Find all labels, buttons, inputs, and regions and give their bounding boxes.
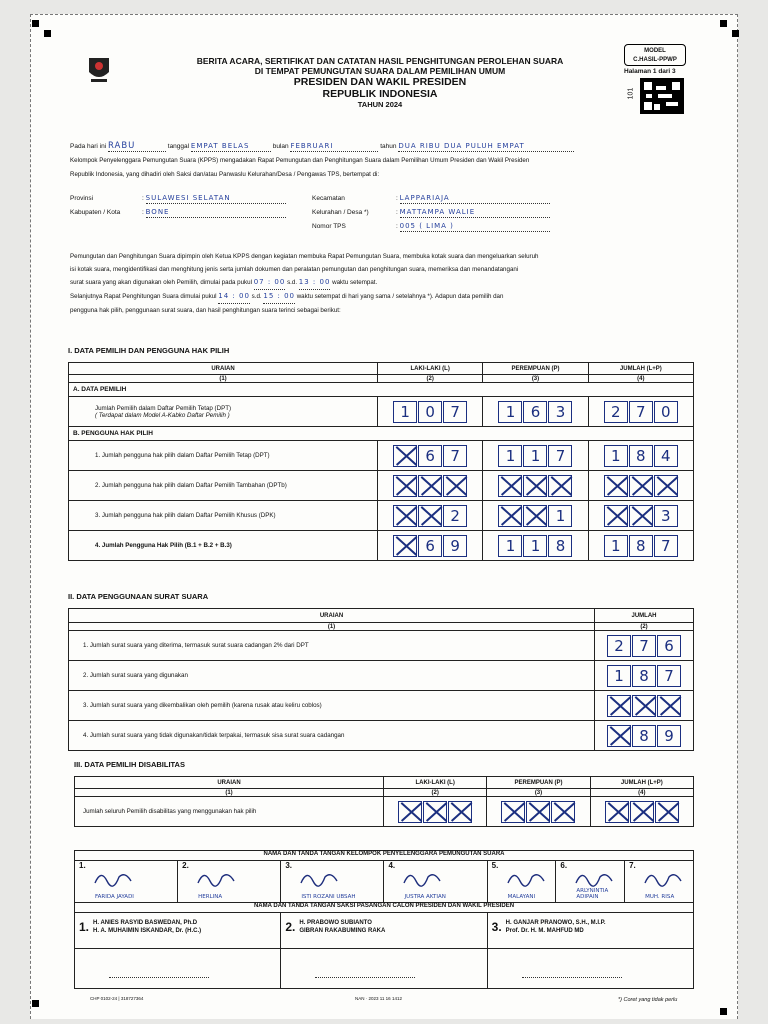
digit-box: 0 xyxy=(654,401,678,423)
candidate-president: H. PRABOWO SUBIANTO xyxy=(299,920,372,926)
disabilitas-p xyxy=(487,797,590,827)
crossed-digit-box xyxy=(501,801,525,823)
crossed-digit-box xyxy=(393,505,417,527)
digit-box: 6 xyxy=(418,445,442,467)
tps-value: 005 ( LIMA ) xyxy=(400,222,550,232)
section1-table xyxy=(68,362,694,561)
crossed-digit-box xyxy=(423,801,447,823)
section2-title: II. DATA PENGGUNAAN SURAT SUARA xyxy=(68,592,209,601)
procedure-line5: pengguna hak pilih, penggunaan surat suara, dan hasil penghitungan suara terinci sebagai berikut: xyxy=(70,307,341,314)
crossed-digit-box xyxy=(629,475,653,497)
digit-box: 8 xyxy=(632,665,656,687)
digit-box: 8 xyxy=(632,725,656,747)
provinsi-value: SULAWESI SELATAN xyxy=(146,194,286,204)
day-label: Pada hari ini xyxy=(70,143,107,150)
provinsi-label: Provinsi xyxy=(70,195,94,202)
digit-box: 2 xyxy=(443,505,467,527)
b-row-j-cell xyxy=(588,441,693,471)
section1b-title: B. PENGGUNA HAK PILIH xyxy=(69,427,694,441)
signature-scribble xyxy=(506,867,548,889)
digit-box: 6 xyxy=(657,635,681,657)
procedure-line4-end: waktu setempat di hari yang sama / setelahnya *). Adapun data pemilih dan xyxy=(296,293,504,300)
crossed-digit-box xyxy=(418,505,442,527)
month-label: bulan xyxy=(272,143,289,150)
signatory-name: MALAYANI xyxy=(507,894,536,900)
signatory-name: MUH. RISA xyxy=(645,894,675,900)
dpt-note: ( Terdapat dalam Model A-Kabko Daftar Pemilih ) xyxy=(95,411,230,419)
registration-mark xyxy=(44,30,51,37)
kpps-signature-cell xyxy=(556,861,625,903)
digit-box: 4 xyxy=(654,445,678,467)
signature-scribble xyxy=(574,867,616,889)
crossed-digit-box xyxy=(393,445,417,467)
intro-date-line xyxy=(70,142,710,152)
digit-box: 8 xyxy=(629,535,653,557)
saksi-signature-space xyxy=(75,949,281,989)
digit-box: 2 xyxy=(607,635,631,657)
saksi-number: 3. xyxy=(491,920,502,934)
month-value: FEBRUARI xyxy=(290,142,378,152)
footer-mid-code: NAN · 2023 11 16 1412 xyxy=(355,996,402,1001)
digit-box: 7 xyxy=(632,635,656,657)
col-num: (4) xyxy=(590,789,693,797)
digit-box: 3 xyxy=(548,401,572,423)
footer-left-code: CHP 0102-24 | 318727364 xyxy=(90,996,144,1001)
digit-box: 0 xyxy=(418,401,442,423)
b-row-l-cell xyxy=(378,471,483,501)
crossed-digit-box xyxy=(448,801,472,823)
kpu-logo xyxy=(87,56,111,84)
kabupaten-value: BONE xyxy=(146,208,286,218)
crossed-digit-box xyxy=(498,475,522,497)
col-num: (4) xyxy=(588,375,693,383)
document-header xyxy=(140,56,620,110)
signature-number: 2. xyxy=(182,861,189,870)
digit-box: 7 xyxy=(657,665,681,687)
signature-number: 4. xyxy=(388,861,396,870)
crossed-digit-box xyxy=(605,801,629,823)
digit-box: 9 xyxy=(657,725,681,747)
col-jumlah: JUMLAH xyxy=(595,609,694,623)
tps-row: Nomor TPS : 005 ( LIMA ) xyxy=(312,222,550,232)
digit-box: 1 xyxy=(548,505,572,527)
signatory-name: FARIDA JAYADI xyxy=(95,894,134,900)
b-row-l-cell xyxy=(378,531,483,561)
count-end-time: 15 : 00 xyxy=(263,290,295,304)
digit-box: 1 xyxy=(498,535,522,557)
procedure-line3-end: waktu setempat. xyxy=(332,279,378,286)
crossed-digit-box xyxy=(654,475,678,497)
b-row-l-cell xyxy=(378,441,483,471)
qr-code xyxy=(640,78,684,114)
b-row-p-cell xyxy=(483,531,588,561)
candidate-vice-president: GIBRAN RAKABUMING RAKA xyxy=(299,928,386,934)
kecamatan-row: Kecamatan : LAPPARIAJA xyxy=(312,194,550,204)
b-row-label: 1. Jumlah pengguna hak pilih dalam Daftar Pemilih Tetap (DPT) xyxy=(69,441,378,471)
kelurahan-row: Kelurahan / Desa *) : MATTAMPA WALIE xyxy=(312,208,550,218)
digit-box: 1 xyxy=(604,535,628,557)
kpps-signature-cell xyxy=(487,861,556,903)
kpps-signature-cell xyxy=(625,861,694,903)
signature-number: 1. xyxy=(79,861,86,870)
crossed-digit-box xyxy=(418,475,442,497)
ss-row-label: 3. Jumlah surat suara yang dikembalikan oleh pemilih (karena rusak atau keliru coblos) xyxy=(69,691,595,721)
digit-box: 1 xyxy=(498,401,522,423)
col-num: (2) xyxy=(384,789,487,797)
kpps-signature-title: NAMA DAN TANDA TANGAN KELOMPOK PENYELENGGARA PEMUNGUTAN SUARA xyxy=(75,851,694,861)
crossed-digit-box xyxy=(657,695,681,717)
dpt-row-label xyxy=(69,397,378,427)
saksi-candidate-cell xyxy=(281,913,487,949)
day-value: RABU xyxy=(108,142,166,152)
model-badge xyxy=(624,44,686,66)
crossed-digit-box xyxy=(629,505,653,527)
kpps-signature-cell xyxy=(178,861,281,903)
digit-box: 1 xyxy=(523,535,547,557)
model-code: C.HASIL-PPWP xyxy=(633,57,677,63)
crossed-digit-box xyxy=(526,801,550,823)
col-uraian: URAIAN xyxy=(69,609,595,623)
date-value: EMPAT BELAS xyxy=(191,142,271,152)
digit-box: 6 xyxy=(418,535,442,557)
kpps-signature-cell xyxy=(384,861,487,903)
procedure-line4 xyxy=(70,290,710,304)
crossed-digit-box xyxy=(393,535,417,557)
kecamatan-label: Kecamatan xyxy=(312,195,345,202)
ss-row-label: 4. Jumlah surat suara yang tidak digunakan/tidak terpakai, termasuk sisa surat suara cadangan xyxy=(69,721,595,751)
b-row-j-cell xyxy=(588,471,693,501)
signature-scribble xyxy=(299,867,341,889)
disabilitas-label: Jumlah seluruh Pemilih disabilitas yang menggunakan hak pilih xyxy=(75,797,384,827)
crossed-digit-box xyxy=(607,725,631,747)
procedure-line1: Pemungutan dan Penghitungan Suara dipimpin oleh Ketua KPPS dengan kegiatan membuka Rapat Pemungutan Suara, membuka kotak suara dan mengeluarkan seluruh xyxy=(70,253,539,260)
kabupaten-row: Kabupaten / Kota : BONE xyxy=(70,208,286,218)
col-laki: LAKI-LAKI (L) xyxy=(384,777,487,789)
b-row-l-cell xyxy=(378,501,483,531)
ss-row-value xyxy=(595,631,694,661)
voting-start-time: 07 : 00 xyxy=(254,276,286,290)
crossed-digit-box xyxy=(655,801,679,823)
col-num: (1) xyxy=(69,375,378,383)
digit-box: 7 xyxy=(548,445,572,467)
digit-box: 1 xyxy=(607,665,631,687)
dpt-label: Jumlah Pemilih dalam Daftar Pemilih Tetap (DPT) xyxy=(95,404,232,412)
ss-row-value xyxy=(595,721,694,751)
digit-box: 1 xyxy=(393,401,417,423)
col-num: (3) xyxy=(483,375,588,383)
tps-label: Nomor TPS xyxy=(312,223,346,230)
signature-table xyxy=(74,850,694,989)
date-label: tanggal xyxy=(167,143,190,150)
digit-box: 7 xyxy=(443,445,467,467)
col-num: (2) xyxy=(595,623,694,631)
digit-box: 2 xyxy=(604,401,628,423)
kabupaten-label: Kabupaten / Kota xyxy=(70,209,121,216)
saksi-number: 2. xyxy=(285,920,296,934)
intro-paragraph-line1: Kelompok Penyelenggara Pemungutan Suara (KPPS) mengadakan Rapat Pemungutan dan Penghitungan Suara dalam Pemilihan Umum Presiden dan Wakil Presiden xyxy=(70,157,530,164)
title-line2: DI TEMPAT PEMUNGUTAN SUARA DALAM PEMILIHAN UMUM xyxy=(254,66,506,76)
crossed-digit-box xyxy=(630,801,654,823)
ss-row-label: 2. Jumlah surat suara yang digunakan xyxy=(69,661,595,691)
dpt-p-cell xyxy=(483,397,588,427)
crossed-digit-box xyxy=(443,475,467,497)
col-uraian: URAIAN xyxy=(69,363,378,375)
col-num: (1) xyxy=(69,623,595,631)
registration-mark xyxy=(732,30,739,37)
ss-row-value xyxy=(595,661,694,691)
registration-mark xyxy=(32,20,39,27)
crossed-digit-box xyxy=(551,801,575,823)
crossed-digit-box xyxy=(607,695,631,717)
candidate-president: H. ANIES RASYID BASWEDAN, Ph.D xyxy=(93,920,198,926)
title-line3: PRESIDEN DAN WAKIL PRESIDEN xyxy=(293,76,467,88)
b-row-label: 2. Jumlah pengguna hak pilih dalam Daftar Pemilih Tambahan (DPTb) xyxy=(69,471,378,501)
procedure-line4-text: Selanjutnya Rapat Penghitungan Suara dimulai pukul xyxy=(70,293,217,300)
col-uraian: URAIAN xyxy=(75,777,384,789)
candidate-vice-president: H. A. MUHAIMIN ISKANDAR, Dr. (H.C.) xyxy=(93,928,202,934)
procedure-line2: isi kotak suara, mengidentifikasi dan menghitung jenis serta jumlah dokumen dan peralatan pemungutan dan penghitungan suara, memeriksa dan menandatangani xyxy=(70,266,519,273)
saksi-candidate-cell xyxy=(487,913,693,949)
saksi-signature-title: NAMA DAN TANDA TANGAN SAKSI PASANGAN CALON PRESIDEN DAN WAKIL PRESIDEN xyxy=(75,903,694,913)
signature-number: 3. xyxy=(285,861,292,870)
registration-mark xyxy=(32,1000,39,1007)
ss-row-label: 1. Jumlah surat suara yang diterima, termasuk surat suara cadangan 2% dari DPT xyxy=(69,631,595,661)
digit-box: 1 xyxy=(498,445,522,467)
year-value: DUA RIBU DUA PULUH EMPAT xyxy=(398,142,574,152)
ss-row-value xyxy=(595,691,694,721)
digit-box: 9 xyxy=(443,535,467,557)
b-row-p-cell xyxy=(483,501,588,531)
crossed-digit-box xyxy=(632,695,656,717)
digit-box: 8 xyxy=(629,445,653,467)
section3-table xyxy=(74,776,694,827)
digit-box: 8 xyxy=(548,535,572,557)
qr-number: 101 xyxy=(627,87,635,100)
crossed-digit-box xyxy=(398,801,422,823)
procedure-paragraph xyxy=(70,250,710,317)
registration-mark xyxy=(720,20,727,27)
kelurahan-value: MATTAMPA WALIE xyxy=(400,208,550,218)
candidate-vice-president: Prof. Dr. H. M. MAHFUD MD xyxy=(505,928,584,934)
crossed-digit-box xyxy=(498,505,522,527)
saksi-signature-space xyxy=(487,949,693,989)
model-label: MODEL xyxy=(644,48,666,54)
digit-box: 3 xyxy=(654,505,678,527)
crossed-digit-box xyxy=(548,475,572,497)
crossed-digit-box xyxy=(604,475,628,497)
sd-label: s.d. xyxy=(287,279,298,286)
signatory-name: JUSTRA AKTIAN xyxy=(404,894,446,900)
signature-number: 6. xyxy=(560,861,568,870)
kpps-signature-cell xyxy=(281,861,384,903)
voting-end-time: 13 : 00 xyxy=(299,276,331,290)
digit-box: 1 xyxy=(604,445,628,467)
col-num: (1) xyxy=(75,789,384,797)
saksi-signature-space xyxy=(281,949,487,989)
col-perempuan: PEREMPUAN (P) xyxy=(483,363,588,375)
digit-box: 6 xyxy=(523,401,547,423)
signatory-name: ISTI ROZANI UBSAH xyxy=(301,894,356,900)
signatory-name: ARLYNINTIA ADIPAIN xyxy=(576,888,609,900)
sd-label: s.d. xyxy=(251,293,262,300)
b-row-p-cell xyxy=(483,471,588,501)
col-jumlah: JUMLAH (L+P) xyxy=(590,777,693,789)
section3-title: III. DATA PEMILIH DISABILITAS xyxy=(74,760,185,769)
col-num: (2) xyxy=(378,375,483,383)
col-laki: LAKI-LAKI (L) xyxy=(378,363,483,375)
section1a-title: A. DATA PEMILIH xyxy=(69,383,694,397)
year-label: tahun xyxy=(380,143,397,150)
crossed-digit-box xyxy=(523,505,547,527)
digit-box: 7 xyxy=(654,535,678,557)
b-row-p-cell xyxy=(483,441,588,471)
dpt-j-cell xyxy=(588,397,693,427)
signature-scribble xyxy=(643,867,685,889)
digit-box: 1 xyxy=(523,445,547,467)
footer-note: *) Coret yang tidak perlu xyxy=(618,997,678,1003)
section1-title: I. DATA PEMILIH DAN PENGGUNA HAK PILIH xyxy=(68,346,230,355)
kpps-signature-cell xyxy=(75,861,178,903)
saksi-number: 1. xyxy=(79,920,90,934)
col-num: (3) xyxy=(487,789,590,797)
kecamatan-value: LAPPARIAJA xyxy=(400,194,550,204)
digit-box: 7 xyxy=(629,401,653,423)
crossed-digit-box xyxy=(393,475,417,497)
signature-scribble xyxy=(93,867,135,889)
crossed-digit-box xyxy=(604,505,628,527)
b-row-j-cell xyxy=(588,531,693,561)
intro-paragraph-line2: Republik Indonesia, yang dihadiri oleh Saksi dan/atau Panwaslu Kelurahan/Desa / Pengawas TPS, bertempat di: xyxy=(70,171,380,178)
signature-number: 7. xyxy=(629,861,636,870)
col-perempuan: PEREMPUAN (P) xyxy=(487,777,590,789)
kelurahan-label: Kelurahan / Desa *) xyxy=(312,209,369,216)
signature-scribble xyxy=(402,867,444,889)
signature-scribble xyxy=(196,867,238,889)
candidate-president: H. GANJAR PRANOWO, S.H., M.I.P. xyxy=(505,920,606,926)
title-line5: TAHUN 2024 xyxy=(357,100,403,109)
dpt-l-cell xyxy=(378,397,483,427)
title-line1: BERITA ACARA, SERTIFIKAT DAN CATATAN HASIL PENGHITUNGAN PEROLEHAN SUARA xyxy=(196,56,564,66)
registration-mark xyxy=(720,1008,727,1015)
section2-table xyxy=(68,608,694,751)
col-jumlah: JUMLAH (L+P) xyxy=(588,363,693,375)
saksi-candidate-cell xyxy=(75,913,281,949)
signature-number: 5. xyxy=(491,861,499,870)
procedure-line3-text: surat suara yang akan digunakan oleh Pemilih, dimulai pada pukul xyxy=(70,279,252,286)
page-indicator: Halaman 1 dari 3 xyxy=(624,68,676,75)
disabilitas-l xyxy=(384,797,487,827)
title-line4: REPUBLIK INDONESIA xyxy=(322,88,438,100)
signatory-name: HERLINA xyxy=(198,894,223,900)
digit-box: 7 xyxy=(443,401,467,423)
provinsi-row: Provinsi : SULAWESI SELATAN xyxy=(70,194,286,204)
procedure-line3 xyxy=(70,276,710,290)
disabilitas-j xyxy=(590,797,693,827)
b-row-label: 4. Jumlah Pengguna Hak Pilih (B.1 + B.2 + B.3) xyxy=(69,531,378,561)
b-row-j-cell xyxy=(588,501,693,531)
count-start-time: 14 : 00 xyxy=(218,290,250,304)
crossed-digit-box xyxy=(523,475,547,497)
b-row-label: 3. Jumlah pengguna hak pilih dalam Daftar Pemilih Khusus (DPK) xyxy=(69,501,378,531)
